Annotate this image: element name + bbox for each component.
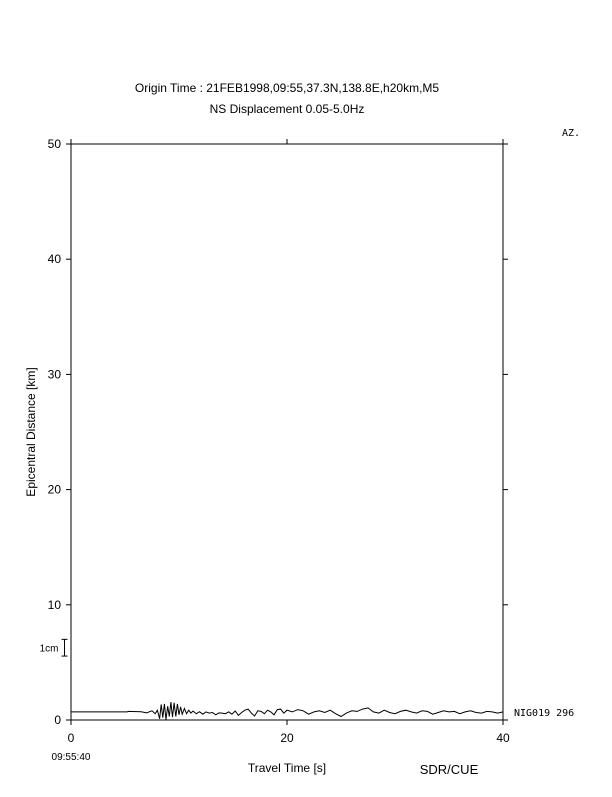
trace-nig019 [71, 702, 503, 719]
x-tick-label: 40 [496, 731, 510, 745]
credit-label: SDR/CUE [419, 762, 479, 777]
traces [71, 702, 574, 719]
x-axis-label: Travel Time [s] [247, 761, 327, 775]
plot-frame [71, 144, 503, 720]
y-axis-label: Epicentral Distance [km] [24, 367, 38, 497]
x-tick-label: 20 [280, 731, 294, 745]
chart-title: Origin Time : 21FEB1998,09:55,37.3N,138.8E,h20km,M5 [134, 81, 440, 95]
azimuth-header: AZ. [562, 128, 581, 139]
chart-subtitle: NS Displacement 0.05-5.0Hz [209, 102, 365, 116]
y-tick-label: 20 [47, 482, 61, 497]
trace-label: NIG019 296 [514, 707, 575, 719]
start-time-label: 09:55:40 [51, 752, 91, 763]
y-axis-ticks [48, 137, 508, 727]
scale-bar-label: 1cm [39, 643, 59, 655]
x-tick-label: 0 [67, 731, 75, 745]
scale-bar [40, 639, 68, 656]
y-tick-label: 40 [47, 252, 61, 267]
y-tick-label: 10 [47, 597, 61, 612]
y-tick-label: 30 [47, 367, 61, 382]
y-tick-label: 0 [54, 713, 61, 727]
x-axis-ticks [68, 139, 510, 745]
y-tick-label: 50 [47, 137, 61, 151]
